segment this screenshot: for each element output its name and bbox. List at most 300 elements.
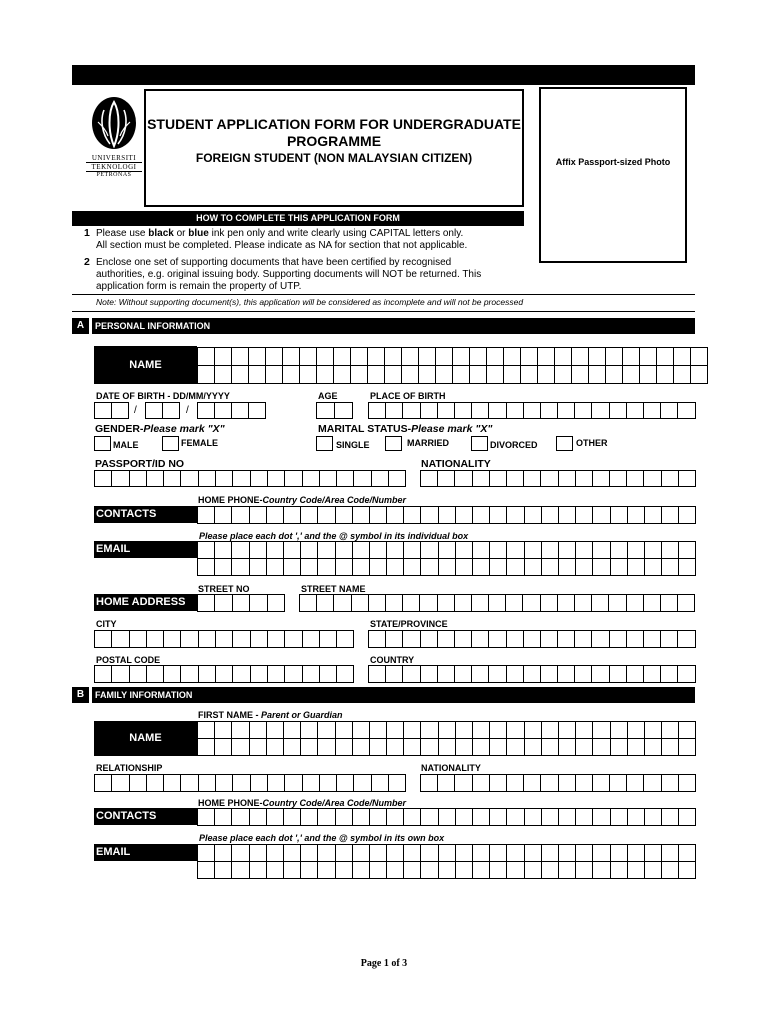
- letter-box[interactable]: [299, 365, 317, 384]
- letter-box[interactable]: [639, 347, 657, 366]
- letter-box[interactable]: [335, 558, 353, 576]
- letter-box[interactable]: [214, 365, 232, 384]
- letter-box[interactable]: [690, 347, 708, 366]
- letter-box[interactable]: [661, 774, 679, 792]
- letter-box[interactable]: [214, 808, 232, 826]
- letter-box[interactable]: [317, 844, 335, 862]
- letter-box[interactable]: [678, 541, 696, 559]
- letter-box[interactable]: [420, 558, 438, 576]
- letter-box[interactable]: [571, 365, 589, 384]
- letter-box[interactable]: [592, 721, 610, 739]
- letter-box[interactable]: [437, 774, 455, 792]
- letter-box[interactable]: [471, 594, 489, 612]
- letter-box[interactable]: [300, 738, 318, 756]
- letter-box[interactable]: [610, 738, 628, 756]
- letter-box[interactable]: [316, 365, 334, 384]
- letter-box[interactable]: [678, 558, 696, 576]
- letter-box[interactable]: [231, 402, 249, 419]
- letter-box[interactable]: [249, 558, 267, 576]
- letter-box[interactable]: [523, 402, 541, 419]
- letter-box[interactable]: [319, 774, 337, 792]
- letter-box[interactable]: [605, 347, 623, 366]
- letter-box[interactable]: [472, 808, 490, 826]
- letter-box[interactable]: [369, 558, 387, 576]
- letter-box[interactable]: [626, 402, 644, 419]
- letter-box[interactable]: [371, 774, 389, 792]
- letter-box[interactable]: [435, 347, 453, 366]
- letter-box[interactable]: [488, 630, 506, 648]
- letter-box[interactable]: [558, 861, 576, 879]
- letter-box[interactable]: [660, 402, 678, 419]
- letter-box[interactable]: [575, 844, 593, 862]
- letter-box[interactable]: [319, 630, 337, 648]
- relationship-grid[interactable]: [94, 774, 406, 792]
- letter-box[interactable]: [94, 630, 112, 648]
- letter-box[interactable]: [231, 861, 249, 879]
- letter-box[interactable]: [524, 808, 542, 826]
- letter-box[interactable]: [384, 365, 402, 384]
- letter-box[interactable]: [232, 665, 250, 683]
- letter-box[interactable]: [644, 506, 662, 524]
- letter-box[interactable]: [575, 774, 593, 792]
- letter-box[interactable]: [506, 506, 524, 524]
- letter-box[interactable]: [282, 347, 300, 366]
- letter-box[interactable]: [420, 630, 438, 648]
- letter-box[interactable]: [250, 470, 268, 487]
- letter-box[interactable]: [214, 594, 232, 612]
- letter-box[interactable]: [558, 506, 576, 524]
- letter-box[interactable]: [489, 808, 507, 826]
- letter-box[interactable]: [386, 541, 404, 559]
- letter-box[interactable]: [678, 470, 696, 487]
- letter-box[interactable]: [522, 594, 540, 612]
- letter-box[interactable]: [335, 506, 353, 524]
- letter-box[interactable]: [403, 506, 421, 524]
- letter-box[interactable]: [231, 738, 249, 756]
- letter-box[interactable]: [146, 470, 164, 487]
- letter-box[interactable]: [541, 541, 559, 559]
- letter-box[interactable]: [317, 861, 335, 879]
- letter-box[interactable]: [162, 402, 180, 419]
- letter-box[interactable]: [506, 721, 524, 739]
- letter-box[interactable]: [352, 808, 370, 826]
- letter-box[interactable]: [336, 630, 354, 648]
- letter-box[interactable]: [609, 470, 627, 487]
- letter-box[interactable]: [300, 506, 318, 524]
- letter-box[interactable]: [609, 774, 627, 792]
- letter-box[interactable]: [300, 558, 318, 576]
- letter-box[interactable]: [644, 861, 662, 879]
- letter-box[interactable]: [524, 506, 542, 524]
- letter-box[interactable]: [418, 365, 436, 384]
- letter-box[interactable]: [454, 402, 472, 419]
- letter-box[interactable]: [471, 630, 489, 648]
- letter-box[interactable]: [266, 721, 284, 739]
- letter-box[interactable]: [231, 808, 249, 826]
- letter-box[interactable]: [317, 721, 335, 739]
- letter-box[interactable]: [592, 861, 610, 879]
- letter-box[interactable]: [592, 808, 610, 826]
- letter-box[interactable]: [506, 844, 524, 862]
- passport-grid[interactable]: [94, 470, 406, 487]
- marital-married-checkbox[interactable]: [385, 436, 402, 451]
- letter-box[interactable]: [283, 861, 301, 879]
- letter-box[interactable]: [454, 630, 472, 648]
- letter-box[interactable]: [335, 844, 353, 862]
- letter-box[interactable]: [472, 774, 490, 792]
- letter-box[interactable]: [197, 721, 215, 739]
- letter-box[interactable]: [571, 347, 589, 366]
- letter-box[interactable]: [537, 347, 555, 366]
- letter-box[interactable]: [488, 402, 506, 419]
- letter-box[interactable]: [592, 506, 610, 524]
- letter-box[interactable]: [283, 808, 301, 826]
- letter-box[interactable]: [111, 402, 129, 419]
- letter-box[interactable]: [250, 665, 268, 683]
- letter-box[interactable]: [420, 774, 438, 792]
- letter-box[interactable]: [420, 738, 438, 756]
- letter-box[interactable]: [351, 594, 369, 612]
- letter-box[interactable]: [335, 808, 353, 826]
- letter-box[interactable]: [486, 365, 504, 384]
- letter-box[interactable]: [420, 541, 438, 559]
- letter-box[interactable]: [418, 347, 436, 366]
- letter-box[interactable]: [403, 738, 421, 756]
- letter-box[interactable]: [352, 541, 370, 559]
- letter-box[interactable]: [643, 594, 661, 612]
- letter-box[interactable]: [489, 558, 507, 576]
- letter-box[interactable]: [267, 470, 285, 487]
- letter-box[interactable]: [627, 844, 645, 862]
- letter-box[interactable]: [437, 594, 455, 612]
- letter-box[interactable]: [673, 365, 691, 384]
- dob-day-grid[interactable]: [94, 402, 129, 419]
- letter-box[interactable]: [250, 774, 268, 792]
- letter-box[interactable]: [575, 558, 593, 576]
- letter-box[interactable]: [660, 594, 678, 612]
- letter-box[interactable]: [215, 774, 233, 792]
- letter-box[interactable]: [644, 541, 662, 559]
- letter-box[interactable]: [455, 808, 473, 826]
- letter-box[interactable]: [317, 738, 335, 756]
- letter-box[interactable]: [336, 470, 354, 487]
- letter-box[interactable]: [284, 665, 302, 683]
- letter-box[interactable]: [438, 541, 456, 559]
- letter-box[interactable]: [302, 665, 320, 683]
- letter-box[interactable]: [627, 738, 645, 756]
- letter-box[interactable]: [557, 630, 575, 648]
- letter-box[interactable]: [438, 721, 456, 739]
- age-grid[interactable]: [316, 402, 353, 419]
- letter-box[interactable]: [486, 347, 504, 366]
- letter-box[interactable]: [335, 541, 353, 559]
- letter-box[interactable]: [472, 861, 490, 879]
- letter-box[interactable]: [333, 347, 351, 366]
- letter-box[interactable]: [610, 844, 628, 862]
- letter-box[interactable]: [267, 774, 285, 792]
- letter-box[interactable]: [574, 665, 592, 683]
- letter-box[interactable]: [215, 470, 233, 487]
- letter-box[interactable]: [367, 365, 385, 384]
- letter-box[interactable]: [489, 738, 507, 756]
- pob-grid[interactable]: [368, 402, 696, 419]
- letter-box[interactable]: [369, 738, 387, 756]
- letter-box[interactable]: [352, 721, 370, 739]
- letter-box[interactable]: [420, 808, 438, 826]
- letter-box[interactable]: [489, 774, 507, 792]
- letter-box[interactable]: [660, 630, 678, 648]
- letter-box[interactable]: [540, 665, 558, 683]
- letter-box[interactable]: [489, 844, 507, 862]
- letter-box[interactable]: [609, 630, 627, 648]
- letter-box[interactable]: [231, 365, 249, 384]
- letter-box[interactable]: [198, 774, 216, 792]
- letter-box[interactable]: [610, 558, 628, 576]
- letter-box[interactable]: [471, 402, 489, 419]
- letter-box[interactable]: [506, 861, 524, 879]
- letter-box[interactable]: [214, 844, 232, 862]
- letter-box[interactable]: [388, 774, 406, 792]
- letter-box[interactable]: [265, 365, 283, 384]
- letter-box[interactable]: [541, 506, 559, 524]
- letter-box[interactable]: [316, 594, 334, 612]
- family-nationality-grid[interactable]: [420, 774, 696, 792]
- letter-box[interactable]: [299, 347, 317, 366]
- letter-box[interactable]: [386, 558, 404, 576]
- letter-box[interactable]: [319, 665, 337, 683]
- letter-box[interactable]: [266, 541, 284, 559]
- letter-box[interactable]: [231, 541, 249, 559]
- letter-box[interactable]: [558, 738, 576, 756]
- letter-box[interactable]: [266, 861, 284, 879]
- letter-box[interactable]: [197, 347, 215, 366]
- letter-box[interactable]: [214, 541, 232, 559]
- letter-box[interactable]: [302, 774, 320, 792]
- letter-box[interactable]: [622, 365, 640, 384]
- letter-box[interactable]: [369, 541, 387, 559]
- letter-box[interactable]: [540, 774, 558, 792]
- letter-box[interactable]: [146, 665, 164, 683]
- letter-box[interactable]: [506, 402, 524, 419]
- letter-box[interactable]: [438, 558, 456, 576]
- letter-box[interactable]: [540, 402, 558, 419]
- letter-box[interactable]: [524, 844, 542, 862]
- letter-box[interactable]: [231, 721, 249, 739]
- letter-box[interactable]: [371, 470, 389, 487]
- letter-box[interactable]: [452, 365, 470, 384]
- letter-box[interactable]: [437, 470, 455, 487]
- letter-box[interactable]: [540, 594, 558, 612]
- letter-box[interactable]: [506, 541, 524, 559]
- letter-box[interactable]: [163, 630, 181, 648]
- letter-box[interactable]: [660, 665, 678, 683]
- letter-box[interactable]: [627, 808, 645, 826]
- letter-box[interactable]: [352, 861, 370, 879]
- letter-box[interactable]: [94, 774, 112, 792]
- letter-box[interactable]: [266, 844, 284, 862]
- letter-box[interactable]: [610, 541, 628, 559]
- letter-box[interactable]: [266, 558, 284, 576]
- letter-box[interactable]: [214, 347, 232, 366]
- letter-box[interactable]: [643, 630, 661, 648]
- letter-box[interactable]: [300, 721, 318, 739]
- letter-box[interactable]: [520, 347, 538, 366]
- letter-box[interactable]: [197, 365, 215, 384]
- letter-box[interactable]: [626, 665, 644, 683]
- letter-box[interactable]: [575, 861, 593, 879]
- letter-box[interactable]: [232, 470, 250, 487]
- letter-box[interactable]: [368, 630, 386, 648]
- letter-box[interactable]: [610, 808, 628, 826]
- letter-box[interactable]: [231, 558, 249, 576]
- letter-box[interactable]: [249, 861, 267, 879]
- letter-box[interactable]: [163, 665, 181, 683]
- letter-box[interactable]: [541, 844, 559, 862]
- nationality-grid[interactable]: [420, 470, 696, 487]
- letter-box[interactable]: [605, 365, 623, 384]
- letter-box[interactable]: [591, 665, 609, 683]
- letter-box[interactable]: [541, 738, 559, 756]
- letter-box[interactable]: [592, 844, 610, 862]
- gender-male-checkbox[interactable]: [94, 436, 111, 451]
- letter-box[interactable]: [506, 630, 524, 648]
- letter-box[interactable]: [661, 721, 679, 739]
- letter-box[interactable]: [558, 470, 576, 487]
- country-grid[interactable]: [368, 665, 696, 683]
- letter-box[interactable]: [352, 738, 370, 756]
- letter-box[interactable]: [214, 558, 232, 576]
- letter-box[interactable]: [111, 470, 129, 487]
- letter-box[interactable]: [197, 594, 215, 612]
- letter-box[interactable]: [643, 402, 661, 419]
- letter-box[interactable]: [627, 558, 645, 576]
- letter-box[interactable]: [455, 861, 473, 879]
- letter-box[interactable]: [369, 506, 387, 524]
- letter-box[interactable]: [643, 774, 661, 792]
- letter-box[interactable]: [524, 861, 542, 879]
- letter-box[interactable]: [214, 402, 232, 419]
- letter-box[interactable]: [503, 347, 521, 366]
- letter-box[interactable]: [267, 630, 285, 648]
- letter-box[interactable]: [335, 738, 353, 756]
- letter-box[interactable]: [661, 738, 679, 756]
- letter-box[interactable]: [316, 347, 334, 366]
- letter-box[interactable]: [472, 470, 490, 487]
- letter-box[interactable]: [673, 347, 691, 366]
- street-no-grid[interactable]: [197, 594, 285, 612]
- letter-box[interactable]: [368, 402, 386, 419]
- postal-code-grid[interactable]: [94, 665, 354, 683]
- letter-box[interactable]: [678, 721, 696, 739]
- family-name-grid-row1[interactable]: [197, 721, 696, 739]
- letter-box[interactable]: [591, 594, 609, 612]
- letter-box[interactable]: [94, 665, 112, 683]
- letter-box[interactable]: [523, 665, 541, 683]
- letter-box[interactable]: [283, 558, 301, 576]
- letter-box[interactable]: [690, 365, 708, 384]
- letter-box[interactable]: [644, 808, 662, 826]
- letter-box[interactable]: [627, 541, 645, 559]
- letter-box[interactable]: [283, 541, 301, 559]
- letter-box[interactable]: [386, 844, 404, 862]
- letter-box[interactable]: [111, 774, 129, 792]
- letter-box[interactable]: [592, 738, 610, 756]
- letter-box[interactable]: [644, 844, 662, 862]
- letter-box[interactable]: [353, 470, 371, 487]
- letter-box[interactable]: [524, 541, 542, 559]
- letter-box[interactable]: [386, 808, 404, 826]
- letter-box[interactable]: [639, 365, 657, 384]
- letter-box[interactable]: [489, 470, 507, 487]
- letter-box[interactable]: [316, 402, 335, 419]
- letter-box[interactable]: [627, 861, 645, 879]
- letter-box[interactable]: [368, 665, 386, 683]
- letter-box[interactable]: [403, 861, 421, 879]
- letter-box[interactable]: [558, 558, 576, 576]
- letter-box[interactable]: [454, 665, 472, 683]
- letter-box[interactable]: [489, 861, 507, 879]
- letter-box[interactable]: [146, 630, 164, 648]
- letter-box[interactable]: [452, 347, 470, 366]
- letter-box[interactable]: [661, 844, 679, 862]
- letter-box[interactable]: [231, 347, 249, 366]
- letter-box[interactable]: [524, 721, 542, 739]
- letter-box[interactable]: [523, 630, 541, 648]
- letter-box[interactable]: [420, 470, 438, 487]
- letter-box[interactable]: [111, 665, 129, 683]
- letter-box[interactable]: [438, 808, 456, 826]
- letter-box[interactable]: [644, 558, 662, 576]
- letter-box[interactable]: [401, 365, 419, 384]
- letter-box[interactable]: [283, 738, 301, 756]
- letter-box[interactable]: [661, 808, 679, 826]
- letter-box[interactable]: [472, 738, 490, 756]
- letter-box[interactable]: [558, 808, 576, 826]
- letter-box[interactable]: [300, 861, 318, 879]
- letter-box[interactable]: [300, 808, 318, 826]
- letter-box[interactable]: [300, 541, 318, 559]
- dob-year-grid[interactable]: [197, 402, 266, 419]
- letter-box[interactable]: [523, 774, 541, 792]
- letter-box[interactable]: [574, 402, 592, 419]
- letter-box[interactable]: [214, 721, 232, 739]
- letter-box[interactable]: [403, 558, 421, 576]
- letter-box[interactable]: [369, 844, 387, 862]
- letter-box[interactable]: [249, 594, 267, 612]
- letter-box[interactable]: [386, 721, 404, 739]
- letter-box[interactable]: [350, 365, 368, 384]
- letter-box[interactable]: [472, 844, 490, 862]
- letter-box[interactable]: [575, 541, 593, 559]
- letter-box[interactable]: [558, 721, 576, 739]
- letter-box[interactable]: [610, 506, 628, 524]
- letter-box[interactable]: [644, 721, 662, 739]
- letter-box[interactable]: [541, 808, 559, 826]
- letter-box[interactable]: [592, 541, 610, 559]
- letter-box[interactable]: [622, 347, 640, 366]
- letter-box[interactable]: [523, 470, 541, 487]
- letter-box[interactable]: [540, 470, 558, 487]
- letter-box[interactable]: [353, 774, 371, 792]
- letter-box[interactable]: [455, 506, 473, 524]
- letter-box[interactable]: [232, 594, 250, 612]
- letter-box[interactable]: [129, 630, 147, 648]
- letter-box[interactable]: [248, 402, 266, 419]
- letter-box[interactable]: [661, 541, 679, 559]
- letter-box[interactable]: [163, 774, 181, 792]
- letter-box[interactable]: [94, 470, 112, 487]
- letter-box[interactable]: [283, 721, 301, 739]
